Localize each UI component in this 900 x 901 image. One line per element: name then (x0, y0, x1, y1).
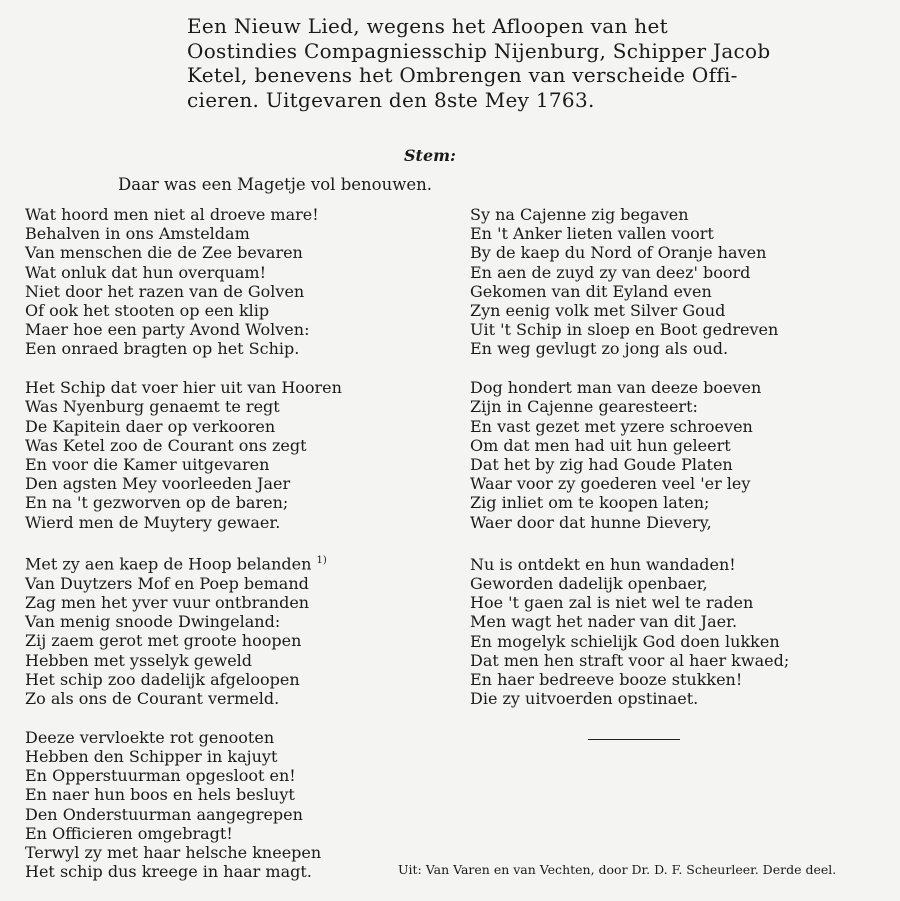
verse-line (25, 593, 445, 612)
verse-line-text: Zyn eenig volk met Silver Goud (470, 301, 726, 321)
verse-line-text: En haer bedreeve booze stukken! (470, 669, 743, 689)
verse-line (470, 612, 890, 631)
verse-line-text: Zag men het yver vuur ontbranden (25, 592, 310, 612)
footnote-mark: 1) (316, 555, 327, 567)
verse-line (470, 513, 890, 532)
verse-line (25, 631, 445, 650)
verse-line (25, 805, 445, 824)
verse-line (470, 263, 890, 282)
verse-line (25, 651, 445, 670)
verse-line (25, 766, 445, 785)
verse-line (470, 417, 890, 436)
verse-line (25, 474, 445, 493)
verse-line-text: Wierd men de Muytery gewaer. (25, 512, 281, 532)
verse-line (25, 263, 445, 282)
verse-line (25, 243, 445, 262)
verse-line-text: Zig inliet om te koopen laten; (470, 493, 710, 513)
verse-line (25, 728, 445, 747)
verse-line-text: Dog hondert man van deeze boeven (470, 378, 762, 398)
verse-line-text: Was Ketel zoo de Courant ons zegt (25, 435, 307, 455)
verse-line (470, 651, 890, 670)
verse-line (470, 574, 890, 593)
verse-line-text: Het schip dus kreege in haar magt. (25, 862, 312, 882)
end-rule (588, 739, 680, 740)
verse-line-text: Was Nyenburg genaemt te regt (25, 397, 280, 417)
stanza (470, 378, 890, 532)
verse-line-text: Deeze vervloekte rot genooten (25, 727, 275, 747)
verse-line-text: Het Schip dat voer hier uit van Hooren (25, 378, 342, 398)
verse-line (25, 397, 445, 416)
verse-line-text: Een onraed bragten op het Schip. (25, 339, 300, 359)
verse-line-text: Maer hoe een party Avond Wolven: (25, 320, 310, 340)
verse-line-text: Van menschen die de Zee bevaren (25, 243, 303, 263)
verse-line-text: Nu is ontdekt en hun wandaden! (470, 554, 736, 574)
verse-line (25, 612, 445, 631)
verse-line (25, 689, 445, 708)
verse-line-text: En na 't gezworven op de baren; (25, 493, 289, 513)
verse-line (470, 397, 890, 416)
verse-line-text: Die zy uitvoerden opstinaet. (470, 689, 699, 709)
stem-label: Stem: (404, 146, 456, 165)
verse-line (25, 574, 445, 593)
verse-line-text: Sy na Cajenne zig begaven (470, 205, 689, 224)
verse-line-text: Gekomen van dit Eyland even (470, 281, 712, 301)
verse-line-text: Terwyl zy met haar helsche kneepen (25, 842, 322, 862)
verse-line-text: Van menig snoode Dwingeland: (25, 612, 281, 632)
verse-line (470, 555, 890, 574)
verse-line-text: Met zy aen kaep de Hoop belanden (25, 554, 312, 574)
verse-line (25, 824, 445, 843)
verse-line (470, 493, 890, 512)
verse-line-text: En 't Anker lieten vallen voort (470, 224, 714, 244)
verse-line-text: En weg gevlugt zo jong als oud. (470, 339, 729, 359)
verse-line (25, 747, 445, 766)
title-line: Oostindies Compagniesschip Nijenburg, Schipper Jacob (187, 38, 771, 63)
verse-line-text: Van Duytzers Mof en Poep bemand (25, 573, 309, 593)
verse-line-text: En Officieren omgebragt! (25, 823, 233, 843)
verse-line-text: Om dat men had uit hun geleert (470, 435, 731, 455)
verse-line (470, 320, 890, 339)
verse-line (470, 455, 890, 474)
verse-line-text: Zij zaem gerot met groote hoopen (25, 631, 302, 651)
verse-line-text: Dat het by zig had Goude Platen (470, 454, 733, 474)
verse-line (25, 862, 445, 881)
verse-line-text: Geworden dadelijk openbaer, (470, 573, 708, 593)
verse-line-text: Zo als ons de Courant vermeld. (25, 689, 280, 708)
verse-line-text: Hebben met ysselyk geweld (25, 650, 253, 670)
source-citation: Uit: Van Varen en van Vechten, door Dr. D. F. Scheurleer. Derde deel. (398, 862, 837, 877)
verse-line-text: Hoe 't gaen zal is niet wel te raden (470, 593, 754, 613)
verse-line (25, 301, 445, 320)
right-column (470, 205, 890, 728)
title-line: Ketel, benevens het Ombrengen van verscheide Offi- (187, 63, 738, 87)
verse-line (25, 339, 445, 358)
verse-line-text: Of ook het stooten op een klip (25, 301, 270, 321)
verse-line (470, 339, 890, 358)
verse-line (470, 243, 890, 262)
verse-line-text: Waar voor zy goederen veel 'er ley (470, 474, 751, 494)
verse-line (25, 320, 445, 339)
verse-line-text: En naer hun boos en hels besluyt (25, 785, 295, 805)
verse-line (25, 417, 445, 436)
verse-line (470, 205, 890, 224)
verse-line-text: Wat onluk dat hun overquam! (25, 262, 267, 282)
verse-line-text: Hebben den Schipper in kajuyt (25, 746, 278, 766)
verse-line (25, 205, 445, 224)
verse-line (470, 301, 890, 320)
verse-line-text: Dat men hen straft voor al haer kwaed; (470, 650, 790, 670)
verse-line (25, 843, 445, 862)
stanza (25, 205, 445, 359)
verse-line (25, 493, 445, 512)
verse-line (470, 632, 890, 651)
verse-line (25, 436, 445, 455)
title-line: Een Nieuw Lied, wegens het Afloopen van het (187, 14, 668, 38)
verse-line-text: En mogelyk schielijk God doen lukken (470, 631, 780, 651)
title-line: cieren. Uitgevaren den 8ste Mey 1763. (187, 87, 595, 112)
verse-line-text: Wat hoord men niet al droeve mare! (25, 205, 319, 224)
verse-line-text: Behalven in ons Amsteldam (25, 224, 250, 244)
verse-line (470, 378, 890, 397)
verse-line-text: Den Onderstuurman aangegrepen (25, 804, 303, 824)
stanza (25, 551, 445, 708)
verse-line-text: En vast gezet met yzere schroeven (470, 416, 753, 436)
song-title (187, 14, 771, 112)
verse-line (470, 689, 890, 708)
verse-line (470, 436, 890, 455)
verse-line (25, 378, 445, 397)
verse-line-text: En aen de zuyd zy van deez' boord (470, 262, 751, 282)
verse-line-text: En voor die Kamer uitgevaren (25, 454, 270, 474)
stanza (25, 378, 445, 532)
verse-line-text: Den agsten Mey voorleeden Jaer (25, 474, 291, 494)
stanza (470, 205, 890, 359)
verse-line (25, 455, 445, 474)
verse-line (470, 593, 890, 612)
verse-line (25, 513, 445, 532)
stanza (470, 555, 890, 709)
tune-name: Daar was een Magetje vol benouwen. (118, 175, 432, 194)
verse-line (25, 282, 445, 301)
verse-line-text: Niet door het razen van de Golven (25, 281, 305, 301)
verse-line-text: Zijn in Cajenne gearesteert: (470, 397, 698, 417)
verse-line-text: Men wagt het nader van dit Jaer. (470, 612, 738, 632)
verse-line-text: De Kapitein daer op verkooren (25, 416, 276, 436)
left-column (25, 205, 445, 901)
verse-line (25, 224, 445, 243)
verse-line-text: En Opperstuurman opgesloot en! (25, 766, 296, 786)
verse-line (25, 785, 445, 804)
verse-line (25, 551, 445, 574)
verse-line-text: Waer door dat hunne Dievery, (470, 512, 712, 532)
verse-line (470, 224, 890, 243)
verse-line-text: Het schip zoo dadelijk afgeloopen (25, 669, 300, 689)
stanza (25, 728, 445, 882)
verse-line (470, 670, 890, 689)
verse-line-text: Uit 't Schip in sloep en Boot gedreven (470, 320, 779, 340)
verse-line (25, 670, 445, 689)
verse-line (470, 282, 890, 301)
verse-line (470, 474, 890, 493)
verse-line-text: By de kaep du Nord of Oranje haven (470, 243, 767, 263)
